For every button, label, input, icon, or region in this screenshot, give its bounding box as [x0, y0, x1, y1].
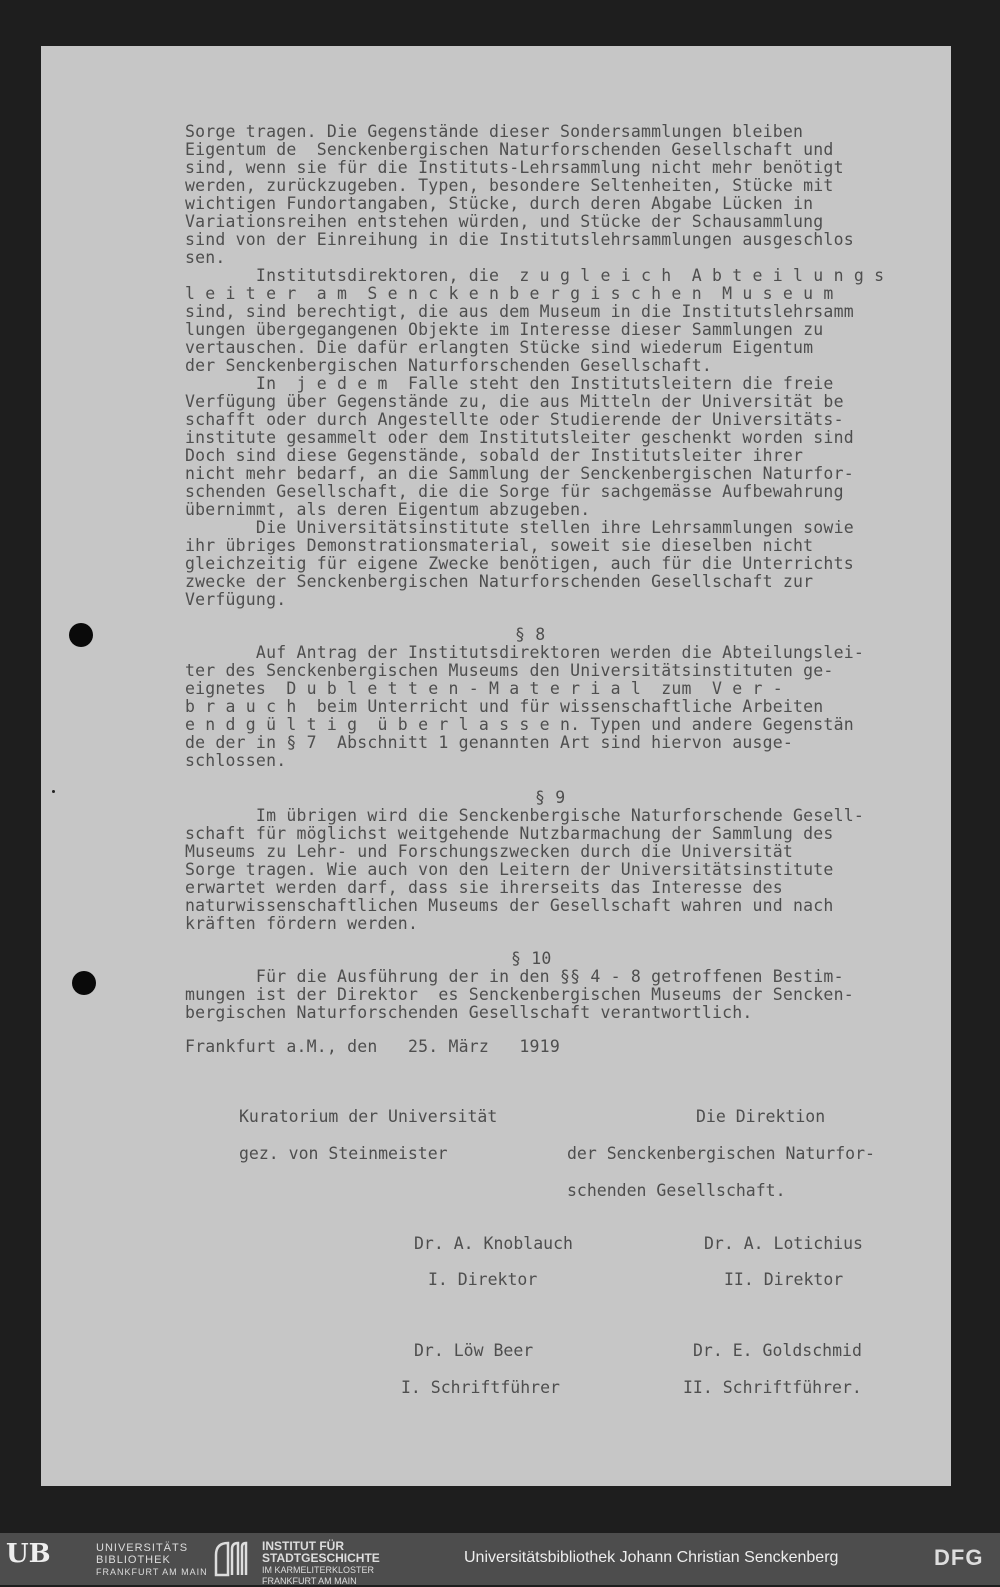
section-9-heading: § 9	[535, 788, 566, 807]
text-line: Verfügung.	[185, 590, 287, 609]
signature-3-name: Dr. Löw Beer	[414, 1341, 534, 1360]
text-line: zwecke der Senckenbergischen Naturforschenden Gesellschaft zur	[185, 572, 814, 591]
text-line: lungen übergegangenen Objekte im Interesse dieser Sammlungen zu	[185, 320, 824, 339]
date-line: Frankfurt a.M., den 25. März 1919	[185, 1037, 560, 1056]
punch-hole-top	[69, 623, 93, 647]
text-line: Verfügung über Gegenstände zu, die aus Mitteln der Universität be	[185, 392, 844, 411]
signature-4-name: Dr. E. Goldschmid	[693, 1341, 862, 1360]
text-line: kräften fördern werden.	[185, 914, 419, 933]
signature-left-org-2: gez. von Steinmeister	[239, 1144, 448, 1163]
paragraph-block-4	[185, 968, 854, 1022]
text-line: naturwissenschaftlichen Museums der Gesellschaft wahren und nach	[185, 896, 834, 915]
punch-hole-bottom	[72, 971, 96, 995]
text-line: sind, wenn sie für die Instituts-Lehrsammlung nicht mehr benötigt	[185, 158, 844, 177]
ub-logo-text	[96, 1542, 208, 1578]
text-line: bergischen Naturforschenden Gesellschaft verantwortlich.	[185, 1003, 753, 1022]
signature-right-org-3: schenden Gesellschaft.	[567, 1181, 786, 1200]
institute-logo-text	[262, 1541, 380, 1587]
text-line: wichtigen Fundortangaben, Stücke, durch deren Abgabe Lücken in	[185, 194, 814, 213]
text-line: mungen ist der Direktor es Senckenbergischen Museums der Sencken-	[185, 985, 854, 1004]
section-8-heading: § 8	[515, 625, 546, 644]
text-line: Doch sind diese Gegenstände, sobald der Institutsleiter ihrer	[185, 446, 804, 465]
isg-line-4: FRANKFURT AM MAIN	[262, 1576, 357, 1586]
paragraph-block-2	[185, 644, 864, 770]
text-line: Institutsdirektoren, die z u g l e i c h A b t e i l u n g s	[185, 266, 885, 285]
text-line: vertauschen. Die dafür erlangten Stücke sind wiederum Eigentum	[185, 338, 814, 357]
paragraph-block-1	[185, 123, 884, 609]
text-line: Sorge tragen. Die Gegenstände dieser Sondersammlungen bleiben	[185, 122, 804, 141]
text-line: der Senckenbergischen Naturforschenden Gesellschaft.	[185, 356, 712, 375]
text-line: sen.	[185, 248, 226, 267]
text-line: Die Universitätsinstitute stellen ihre Lehrsammlungen sowie	[185, 518, 854, 537]
document-page	[41, 46, 951, 1486]
text-line: erwartet werden darf, dass sie ihrerseits das Interesse des	[185, 878, 783, 897]
text-line: werden, zurückzugeben. Typen, besondere Seltenheiten, Stücke mit	[185, 176, 834, 195]
text-line: schlossen.	[185, 751, 287, 770]
ub-line-3: FRANKFURT AM MAIN	[96, 1567, 208, 1577]
text-line: nicht mehr bedarf, an die Sammlung der Senckenbergischen Naturfor-	[185, 464, 854, 483]
paragraph-block-3	[185, 807, 864, 933]
isg-line-2: STADTGESCHICHTE	[262, 1551, 380, 1565]
text-line: In j e d e m Falle steht den Institutsleitern die freie	[185, 374, 834, 393]
text-line: b r a u c h beim Unterricht und für wissenschaftliche Arbeiten	[185, 697, 824, 716]
institute-arch-icon	[214, 1541, 254, 1577]
text-line: ihr übriges Demonstrationsmaterial, soweit sie dieselben nicht	[185, 536, 814, 555]
signature-4-role: II. Schriftführer.	[683, 1378, 862, 1397]
text-line: Eigentum de Senckenbergischen Naturforschenden Gesellschaft und	[185, 140, 834, 159]
text-line: gleichzeitig für eigene Zwecke benötigen, auch für die Unterrichts	[185, 554, 854, 573]
isg-line-3: IM KARMELITERKLOSTER	[262, 1565, 375, 1575]
text-line: Im übrigen wird die Senckenbergische Naturforschende Gesell-	[185, 806, 864, 825]
signature-3-role: I. Schriftführer	[401, 1378, 560, 1397]
text-line: e n d g ü l t i g ü b e r l a s s e n. Typen und andere Gegenstän	[185, 715, 854, 734]
text-line: schafft oder durch Angestellte oder Studierende der Universitäts-	[185, 410, 844, 429]
signature-left-org-1: Kuratorium der Universität	[239, 1107, 498, 1126]
text-line: de der in § 7 Abschnitt 1 genannten Art sind hiervon ausge-	[185, 733, 794, 752]
text-line: Museums zu Lehr- und Forschungszwecken durch die Universität	[185, 842, 794, 861]
text-line: eignetes D u b l e t t e n - M a t e r i a l zum V e r -	[185, 679, 783, 698]
section-10-heading: § 10	[511, 949, 552, 968]
text-line: Variationsreihen entstehen würden, und Stücke der Schausammlung	[185, 212, 824, 231]
text-line: Auf Antrag der Institutsdirektoren werden die Abteilungslei-	[185, 643, 864, 662]
text-line: übernimmt, als deren Eigentum abzugeben.	[185, 500, 591, 519]
signature-right-org-2: der Senckenbergischen Naturfor-	[567, 1144, 875, 1163]
text-line: sind, sind berechtigt, die aus dem Museum in die Institutslehrsamm	[185, 302, 854, 321]
signature-2-role: II. Direktor	[724, 1270, 844, 1289]
text-line: l e i t e r a m S e n c k e n b e r g i s c h e n M u s e u m	[185, 284, 834, 303]
library-name: Universitätsbibliothek Johann Christian Senckenberg	[464, 1549, 839, 1566]
isg-line-1: INSTITUT FÜR	[262, 1539, 344, 1553]
text-line: ter des Senckenbergischen Museums den Universitätsinstituten ge-	[185, 661, 834, 680]
text-line: institute gesammelt oder dem Institutsleiter geschenkt worden sind	[185, 428, 854, 447]
signature-right-org-1: Die Direktion	[696, 1107, 826, 1126]
dfg-logo[interactable]: DFG	[934, 1545, 984, 1570]
text-line: schenden Gesellschaft, die die Sorge für sachgemässe Aufbewahrung	[185, 482, 844, 501]
ub-line-1: UNIVERSITÄTS	[96, 1542, 189, 1554]
ub-line-2: BIBLIOTHEK	[96, 1554, 171, 1566]
text-line: Für die Ausführung der in den §§ 4 - 8 getroffenen Bestim-	[185, 967, 844, 986]
text-line: sind von der Einreihung in die Institutslehrsammlungen ausgeschlos	[185, 230, 854, 249]
signature-1-role: I. Direktor	[428, 1270, 538, 1289]
signature-1-name: Dr. A. Knoblauch	[414, 1234, 573, 1253]
ub-logo[interactable]: UB	[6, 1539, 51, 1569]
footer-bar	[0, 1533, 1000, 1585]
text-line: Sorge tragen. Wie auch von den Leitern der Universitätsinstitute	[185, 860, 834, 879]
text-line: schaft für möglichst weitgehende Nutzbarmachung der Sammlung des	[185, 824, 834, 843]
paper-speck	[52, 790, 55, 793]
signature-2-name: Dr. A. Lotichius	[704, 1234, 863, 1253]
